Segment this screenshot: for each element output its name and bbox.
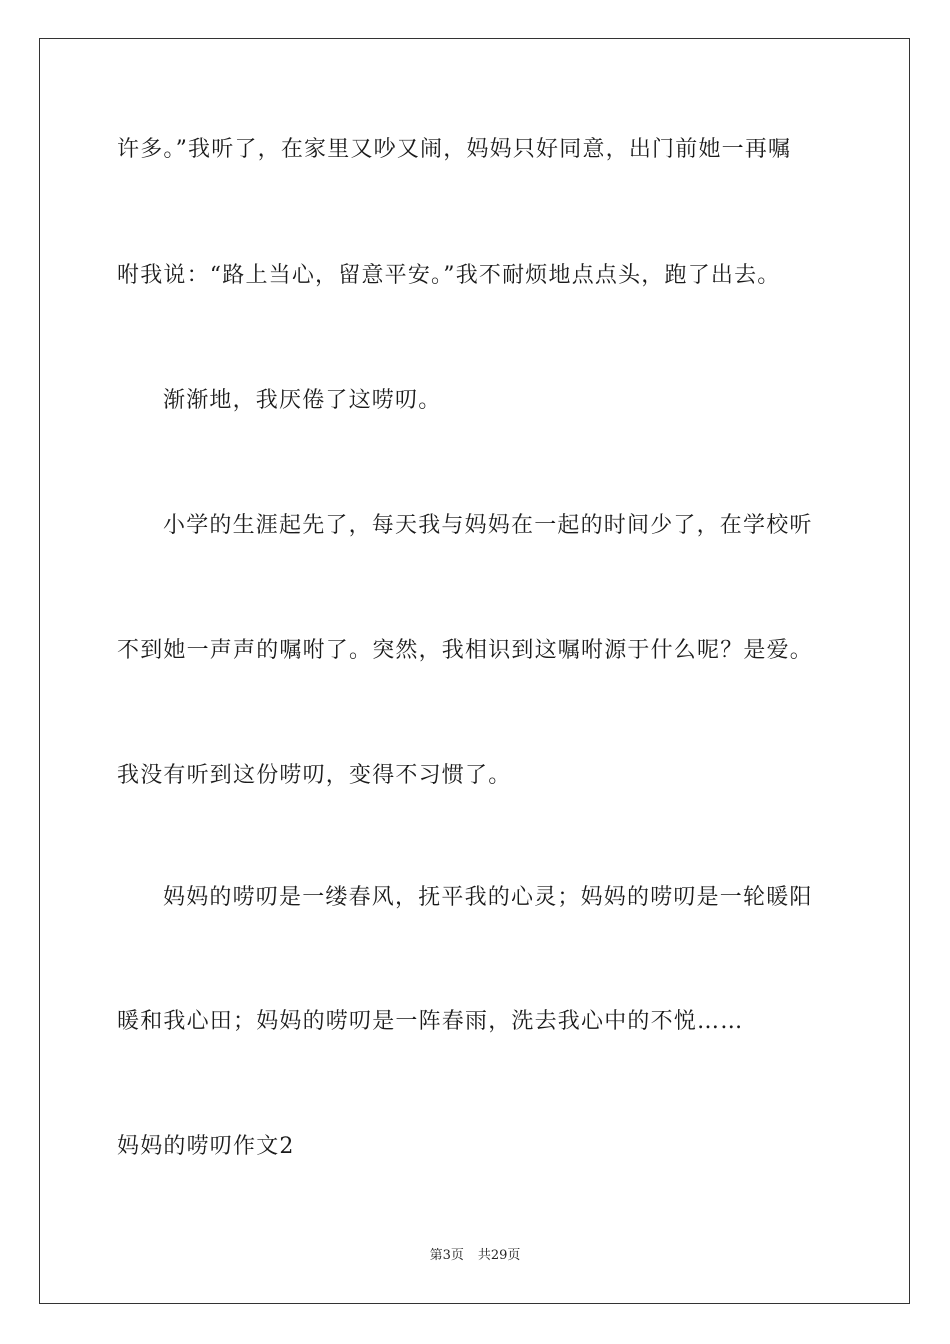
page-number: 第3页 xyxy=(429,1248,464,1263)
paragraph-line-5: 不到她一声声的嘱咐了。突然，我相识到这嘱咐源于什么呢？是爱。 xyxy=(117,638,814,663)
paragraph-line-6: 我没有听到这份唠叨，变得不习惯了。 xyxy=(117,763,512,788)
paragraph-line-4: 小学的生涯起先了，每天我与妈妈在一起的时间少了，在学校听 xyxy=(163,513,813,538)
paragraph-line-7: 妈妈的唠叨是一缕春风，抚平我的心灵；妈妈的唠叨是一轮暖阳 xyxy=(163,885,813,910)
total-pages: 共29页 xyxy=(477,1248,521,1263)
section-heading: 妈妈的唠叨作文2 xyxy=(117,1134,295,1159)
paragraph-line-2: 咐我说：“路上当心，留意平安。”我不耐烦地点点头，跑了出去。 xyxy=(117,263,781,288)
page-footer xyxy=(0,1247,950,1265)
paragraph-line-1: 许多。”我听了，在家里又吵又闹，妈妈只好同意，出门前她一再嘱 xyxy=(117,137,792,162)
page-border xyxy=(39,38,910,1304)
paragraph-line-3: 渐渐地，我厌倦了这唠叨。 xyxy=(163,388,442,413)
paragraph-line-8: 暖和我心田；妈妈的唠叨是一阵春雨，洗去我心中的不悦…… xyxy=(117,1009,744,1034)
